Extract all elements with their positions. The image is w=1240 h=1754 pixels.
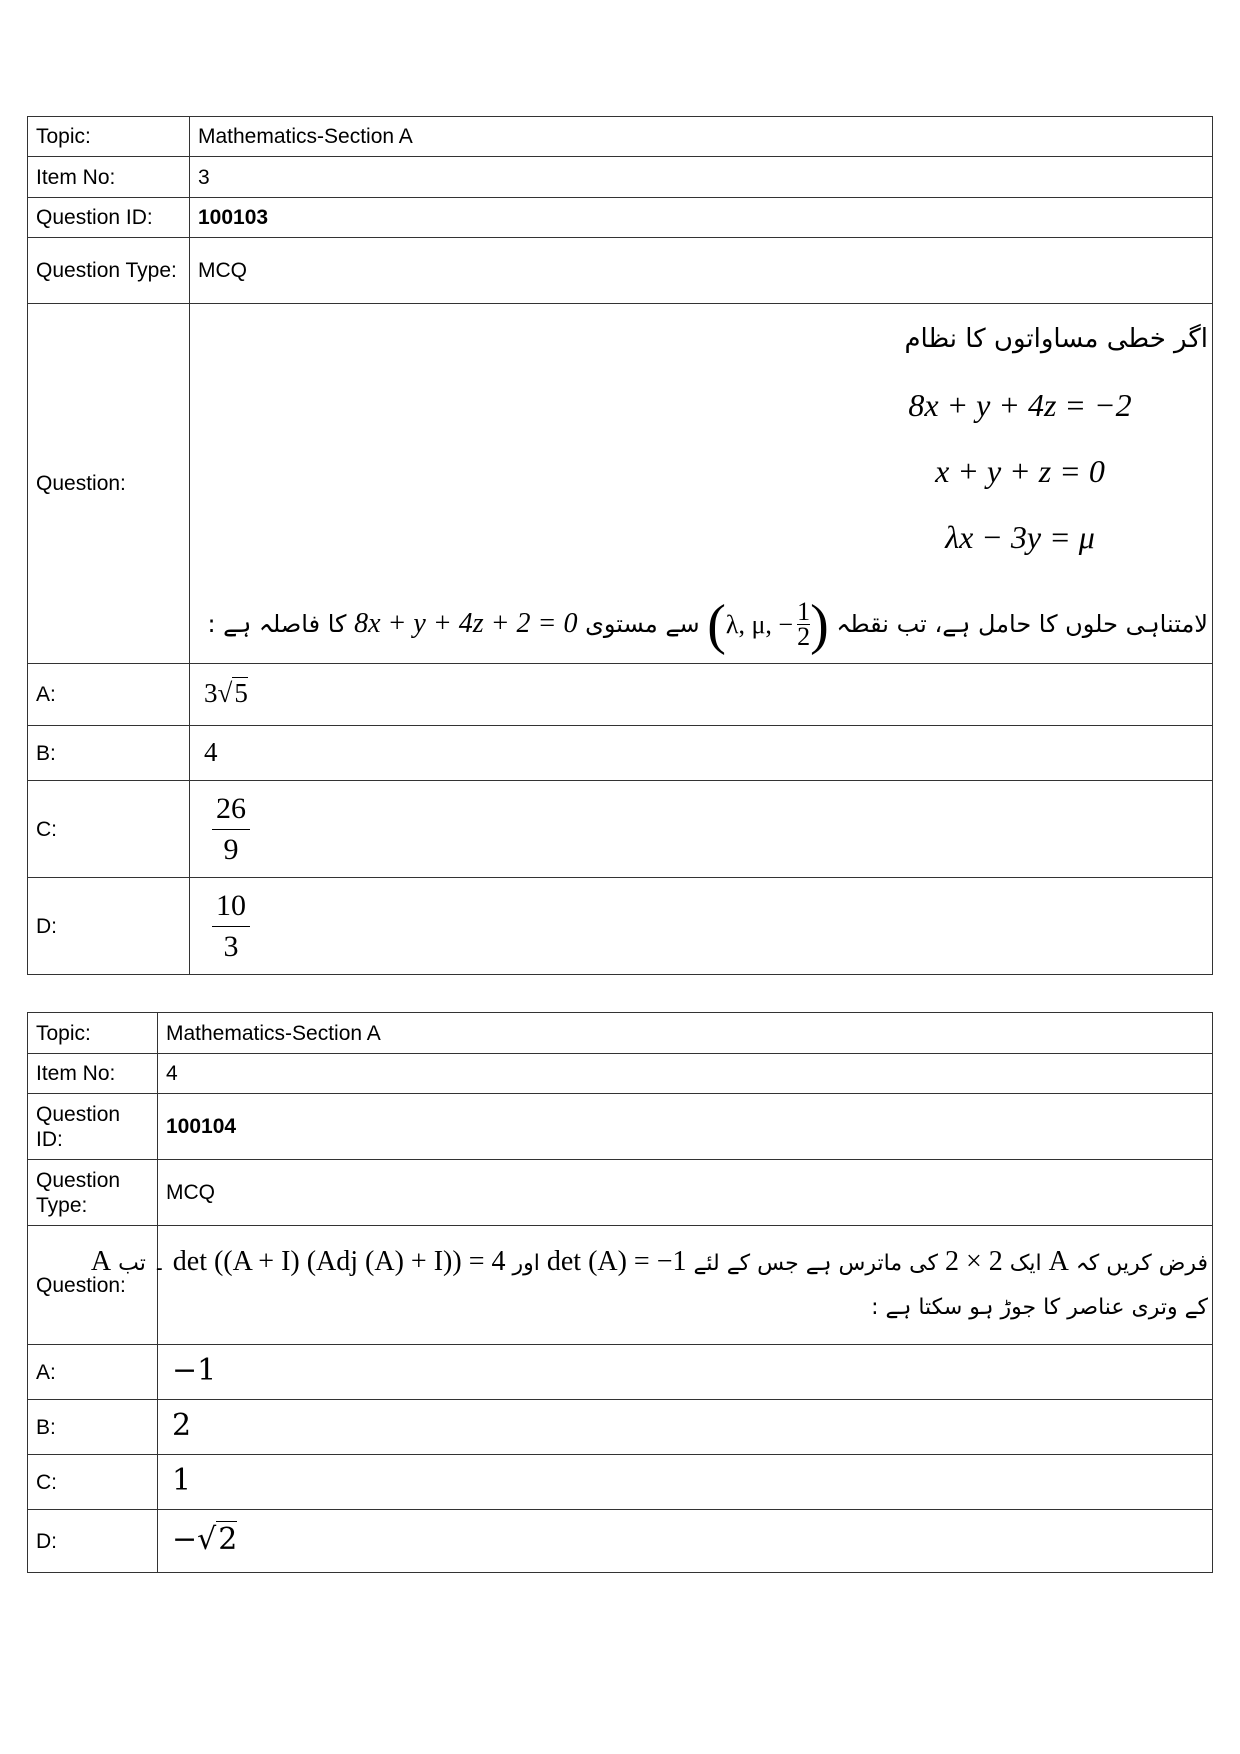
- point-fraction-num: 1: [797, 597, 811, 626]
- option-value: [158, 1510, 1213, 1573]
- q-matrix-a-2: A: [90, 1246, 112, 1277]
- option-row-b: [28, 726, 1213, 781]
- q-det-1: det (A) = −1: [546, 1246, 687, 1277]
- question-table-item-3: [27, 116, 1213, 975]
- point-fraction-den: 2: [797, 622, 811, 651]
- question-label: Question:: [28, 304, 190, 664]
- fraction-numerator: 26: [212, 789, 250, 830]
- condition-text-c: کا فاصلہ ہے :: [207, 609, 347, 638]
- fraction-denominator: 3: [223, 929, 239, 963]
- option-fraction: [212, 789, 250, 870]
- question-type-value: MCQ: [190, 238, 1213, 304]
- question-line-2: کے وتری عناصر کا جوڑ ہو سکتا ہے :: [871, 1295, 1208, 1320]
- equation-3: λx − 3y = μ: [945, 518, 1095, 555]
- sqrt-icon: √: [217, 678, 233, 708]
- question-id-value: 100103: [190, 198, 1213, 238]
- paren-open-icon: (: [707, 593, 726, 656]
- option-row-a: [28, 664, 1213, 726]
- topic-row: [28, 117, 1213, 157]
- question-type-label: Question Type:: [28, 238, 190, 304]
- question-condition-line: [207, 593, 1208, 656]
- question-id-label: Question ID:: [28, 198, 190, 238]
- option-row-c: [28, 781, 1213, 878]
- option-label: C:: [28, 781, 190, 878]
- option-text: 1: [172, 1463, 192, 1498]
- option-text: 4: [204, 736, 218, 767]
- option-sign: −: [172, 1522, 198, 1557]
- question-id-label: Question ID:: [28, 1094, 158, 1160]
- question-table-item-4: [27, 1012, 1213, 1573]
- topic-value: Mathematics-Section A: [158, 1013, 1213, 1054]
- point-main: λ, μ, −: [725, 610, 794, 639]
- option-label: B:: [28, 1400, 158, 1455]
- item-no-value: 3: [190, 157, 1213, 198]
- item-no-row: [28, 157, 1213, 198]
- q-text-e: ۔ تب: [118, 1251, 166, 1276]
- question-intro-urdu: اگر خطی مساواتوں کا نظام: [904, 323, 1208, 354]
- topic-row: [28, 1013, 1213, 1054]
- option-value: [158, 1400, 1213, 1455]
- option-value: [158, 1345, 1213, 1400]
- question-label: Question:: [28, 1226, 158, 1345]
- q-text-b: ایک: [1009, 1251, 1042, 1276]
- option-label: D:: [28, 1510, 158, 1573]
- fraction-denominator: 9: [223, 832, 239, 866]
- topic-label: Topic:: [28, 1013, 158, 1054]
- option-label: A:: [28, 1345, 158, 1400]
- option-label: C:: [28, 1455, 158, 1510]
- option-label: A:: [28, 664, 190, 726]
- point-fraction: [797, 597, 811, 651]
- option-value: [190, 878, 1213, 975]
- q-text-d: اور: [512, 1251, 540, 1276]
- question-type-row: [28, 238, 1213, 304]
- q-text-a: فرض کریں کہ: [1075, 1251, 1208, 1276]
- option-coef: 3: [204, 678, 218, 708]
- question-type-row: [28, 1160, 1213, 1226]
- option-radicand: 5: [234, 678, 248, 708]
- question-type-value: MCQ: [158, 1160, 1213, 1226]
- option-fraction: [212, 886, 250, 967]
- option-row-d: [28, 1510, 1213, 1573]
- option-radicand: 2: [218, 1522, 238, 1557]
- question-body: [190, 304, 1213, 664]
- option-value: [190, 664, 1213, 726]
- option-row-c: [28, 1455, 1213, 1510]
- equation-2: x + y + z = 0: [935, 452, 1105, 489]
- question-row: [28, 304, 1213, 664]
- option-value: [190, 781, 1213, 878]
- item-no-value: 4: [158, 1054, 1213, 1094]
- question-line-1: [90, 1240, 1208, 1286]
- question-id-row: [28, 198, 1213, 238]
- option-value: [190, 726, 1213, 781]
- option-row-a: [28, 1345, 1213, 1400]
- question-type-label: Question Type:: [28, 1160, 158, 1226]
- item-no-label: Item No:: [28, 157, 190, 198]
- sqrt-icon: √: [197, 1522, 217, 1557]
- option-row-b: [28, 1400, 1213, 1455]
- item-no-row: [28, 1054, 1213, 1094]
- question-id-row: [28, 1094, 1213, 1160]
- q-matrix-a: A: [1048, 1246, 1069, 1277]
- q-text-c: کی ماترس ہے جس کے لئے: [693, 1251, 938, 1276]
- topic-value: Mathematics-Section A: [190, 117, 1213, 157]
- option-value: [158, 1455, 1213, 1510]
- option-text: 2: [172, 1408, 192, 1443]
- fraction-numerator: 10: [212, 886, 250, 927]
- condition-text-a: لامتناہی حلوں کا حامل ہے، تب نقطہ: [836, 609, 1208, 638]
- point-expression: [707, 593, 829, 656]
- question-id-value: 100104: [158, 1094, 1213, 1160]
- condition-text-b: سے مستوی: [585, 609, 700, 638]
- question-row: [28, 1226, 1213, 1345]
- item-no-label: Item No:: [28, 1054, 158, 1094]
- paren-close-icon: ): [810, 593, 829, 656]
- plane-equation: 8x + y + 4z + 2 = 0: [354, 607, 578, 639]
- q-dim: 2 × 2: [944, 1246, 1003, 1277]
- q-det-2: det ((A + I) (Adj (A) + I)) = 4: [172, 1246, 506, 1277]
- topic-label: Topic:: [28, 117, 190, 157]
- option-row-d: [28, 878, 1213, 975]
- equation-1: 8x + y + 4z = −2: [908, 386, 1132, 423]
- option-label: D:: [28, 878, 190, 975]
- option-label: B:: [28, 726, 190, 781]
- option-text: −1: [172, 1353, 217, 1388]
- question-body: [90, 1226, 1213, 1345]
